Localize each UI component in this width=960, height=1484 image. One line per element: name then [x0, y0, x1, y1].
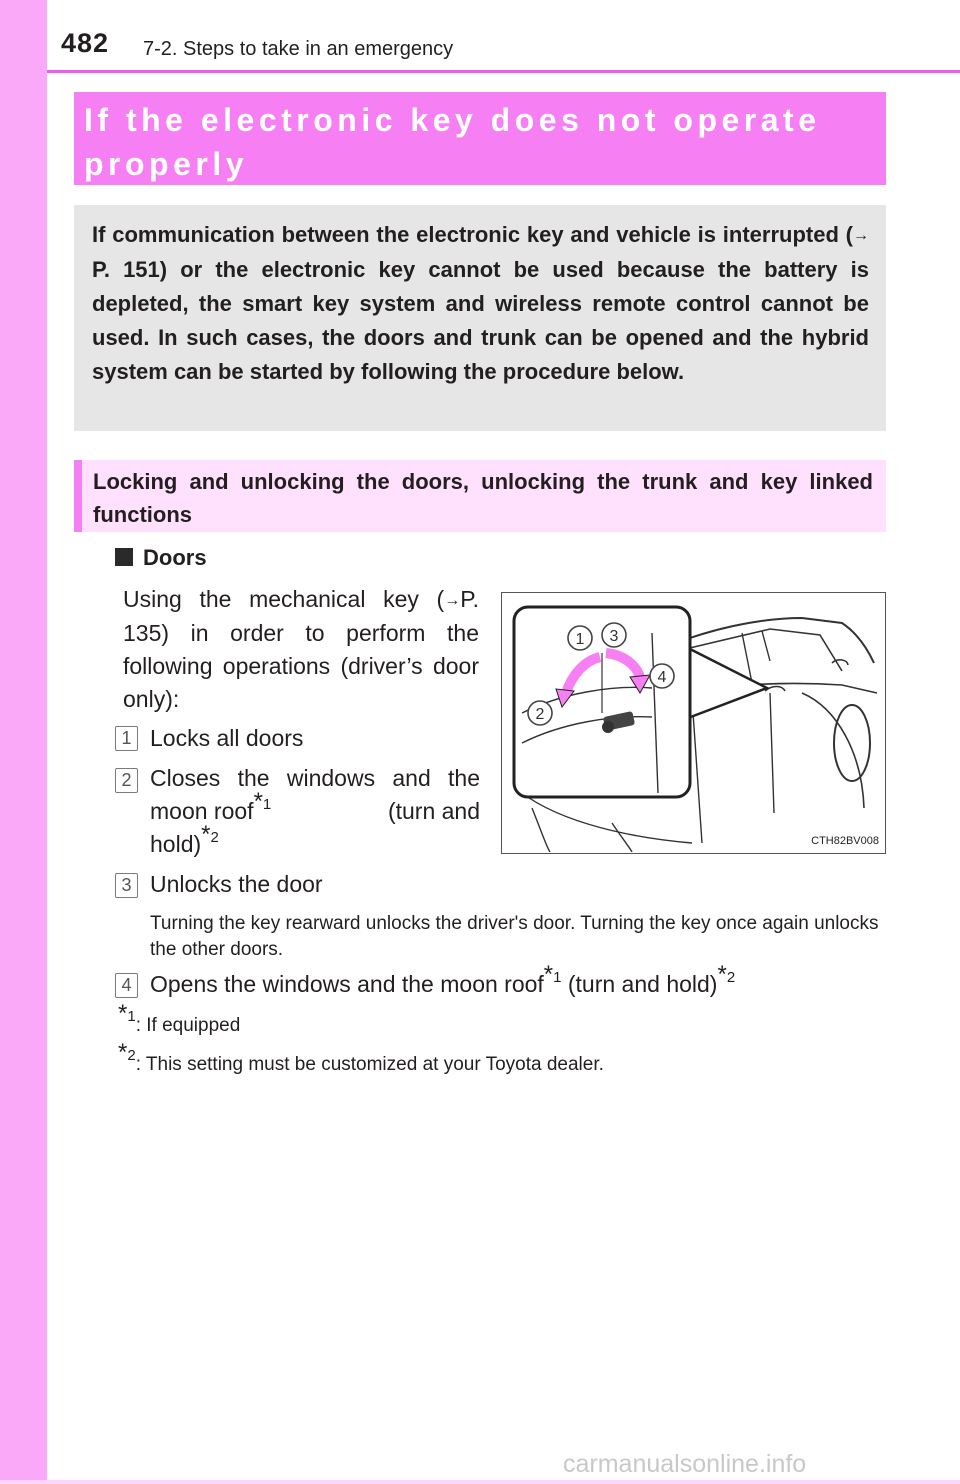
running-head: 7-2. Steps to take in an emergency	[143, 38, 454, 60]
step-2-hold: hold)	[150, 831, 202, 857]
footnote-star: *	[118, 1000, 128, 1027]
section-title-line-2: properly	[84, 146, 249, 182]
page-number: 482	[61, 28, 110, 58]
footnote-num: 2	[127, 1047, 136, 1064]
intro-text-start: If communication between the electronic key and vehicle is interrupted (	[92, 222, 853, 247]
step-2-line-3	[150, 821, 480, 861]
step-2-moon-roof: moon roof	[150, 798, 254, 824]
callout-1: 1	[575, 631, 585, 648]
step-3-note: Turning the key rearward unlocks the driver's door. Turning the key once again unlocks the other doors.	[150, 913, 879, 960]
step-1-text: Locks all doors	[150, 725, 304, 751]
doors-heading	[115, 545, 207, 571]
step-2-line-1: Closes the windows and the	[150, 765, 480, 791]
callout-2: 2	[535, 706, 545, 723]
footnote-marker-star: *	[201, 821, 211, 848]
section-title-line-1: If the electronic key does not operate	[84, 102, 821, 138]
intro-page-ref[interactable]: P. 151	[92, 257, 160, 282]
footnote-marker-num: 1	[553, 969, 562, 986]
footnote-2-text: : This setting must be customized at your Toyota dealer.	[135, 1054, 604, 1075]
footnote-marker-star: *	[543, 961, 554, 988]
footnote-marker-num: 2	[726, 969, 736, 986]
step-2-text	[150, 762, 480, 861]
square-bullet-icon	[115, 548, 133, 566]
footnote-marker-num: 1	[262, 796, 272, 813]
footnote-marker-star: *	[717, 961, 727, 988]
callout-4: 4	[657, 669, 667, 686]
section-title	[84, 98, 874, 186]
step-4-text-end: (turn and hold)	[561, 971, 718, 997]
step-3-text: Unlocks the door	[150, 871, 323, 897]
footnote-num: 1	[127, 1008, 136, 1025]
header-rule	[47, 70, 960, 73]
step-2-turn-and: (turn and	[387, 798, 480, 824]
intro-text-end: ) or the electronic key cannot be used because the battery is depleted, the smart key system and wireless remote control cannot be used. In such cases, the doors and trunk can be opened and the hybrid system can be started by following the procedure below.	[92, 257, 869, 384]
footnote-marker-star: *	[253, 788, 263, 815]
car-door-key-illustration	[501, 592, 886, 854]
footnote-star: *	[118, 1039, 128, 1066]
callout-3: 3	[609, 628, 619, 645]
footnote-1-text: : If equipped	[135, 1015, 241, 1036]
step-number-1: 1	[115, 726, 138, 751]
step-2-line-2	[150, 788, 480, 828]
arrow-icon: →	[853, 227, 869, 244]
doors-heading-label: Doors	[143, 545, 207, 570]
step-4-text-start: Opens the windows and the moon roof	[150, 971, 544, 997]
doors-page-ref[interactable]: P. 135	[123, 586, 479, 646]
arrow-icon: →	[444, 592, 461, 609]
footnote-1	[118, 1000, 241, 1037]
doors-paragraph-end: ) in order to perform the following operations (driver’s door only):	[123, 620, 479, 712]
footnote-marker-num: 2	[210, 829, 219, 846]
figure-code: CTH82BV008	[811, 835, 879, 847]
step-number-4: 4	[115, 973, 138, 998]
intro-text	[92, 218, 869, 389]
step-number-3: 3	[115, 873, 138, 898]
step-number-2: 2	[115, 768, 138, 793]
footnote-2	[118, 1039, 604, 1076]
step-4-text	[150, 961, 736, 1001]
side-bar	[0, 0, 47, 1484]
bottom-band	[0, 1480, 960, 1484]
car-door-illustration-svg	[502, 593, 884, 852]
subsection-title: Locking and unlocking the doors, unlocking the trunk and key linked functions	[93, 469, 873, 527]
doors-paragraph-start: Using the mechanical key (	[123, 586, 445, 612]
watermark: carmanualsonline.info	[563, 1450, 807, 1478]
doors-paragraph	[123, 583, 479, 716]
